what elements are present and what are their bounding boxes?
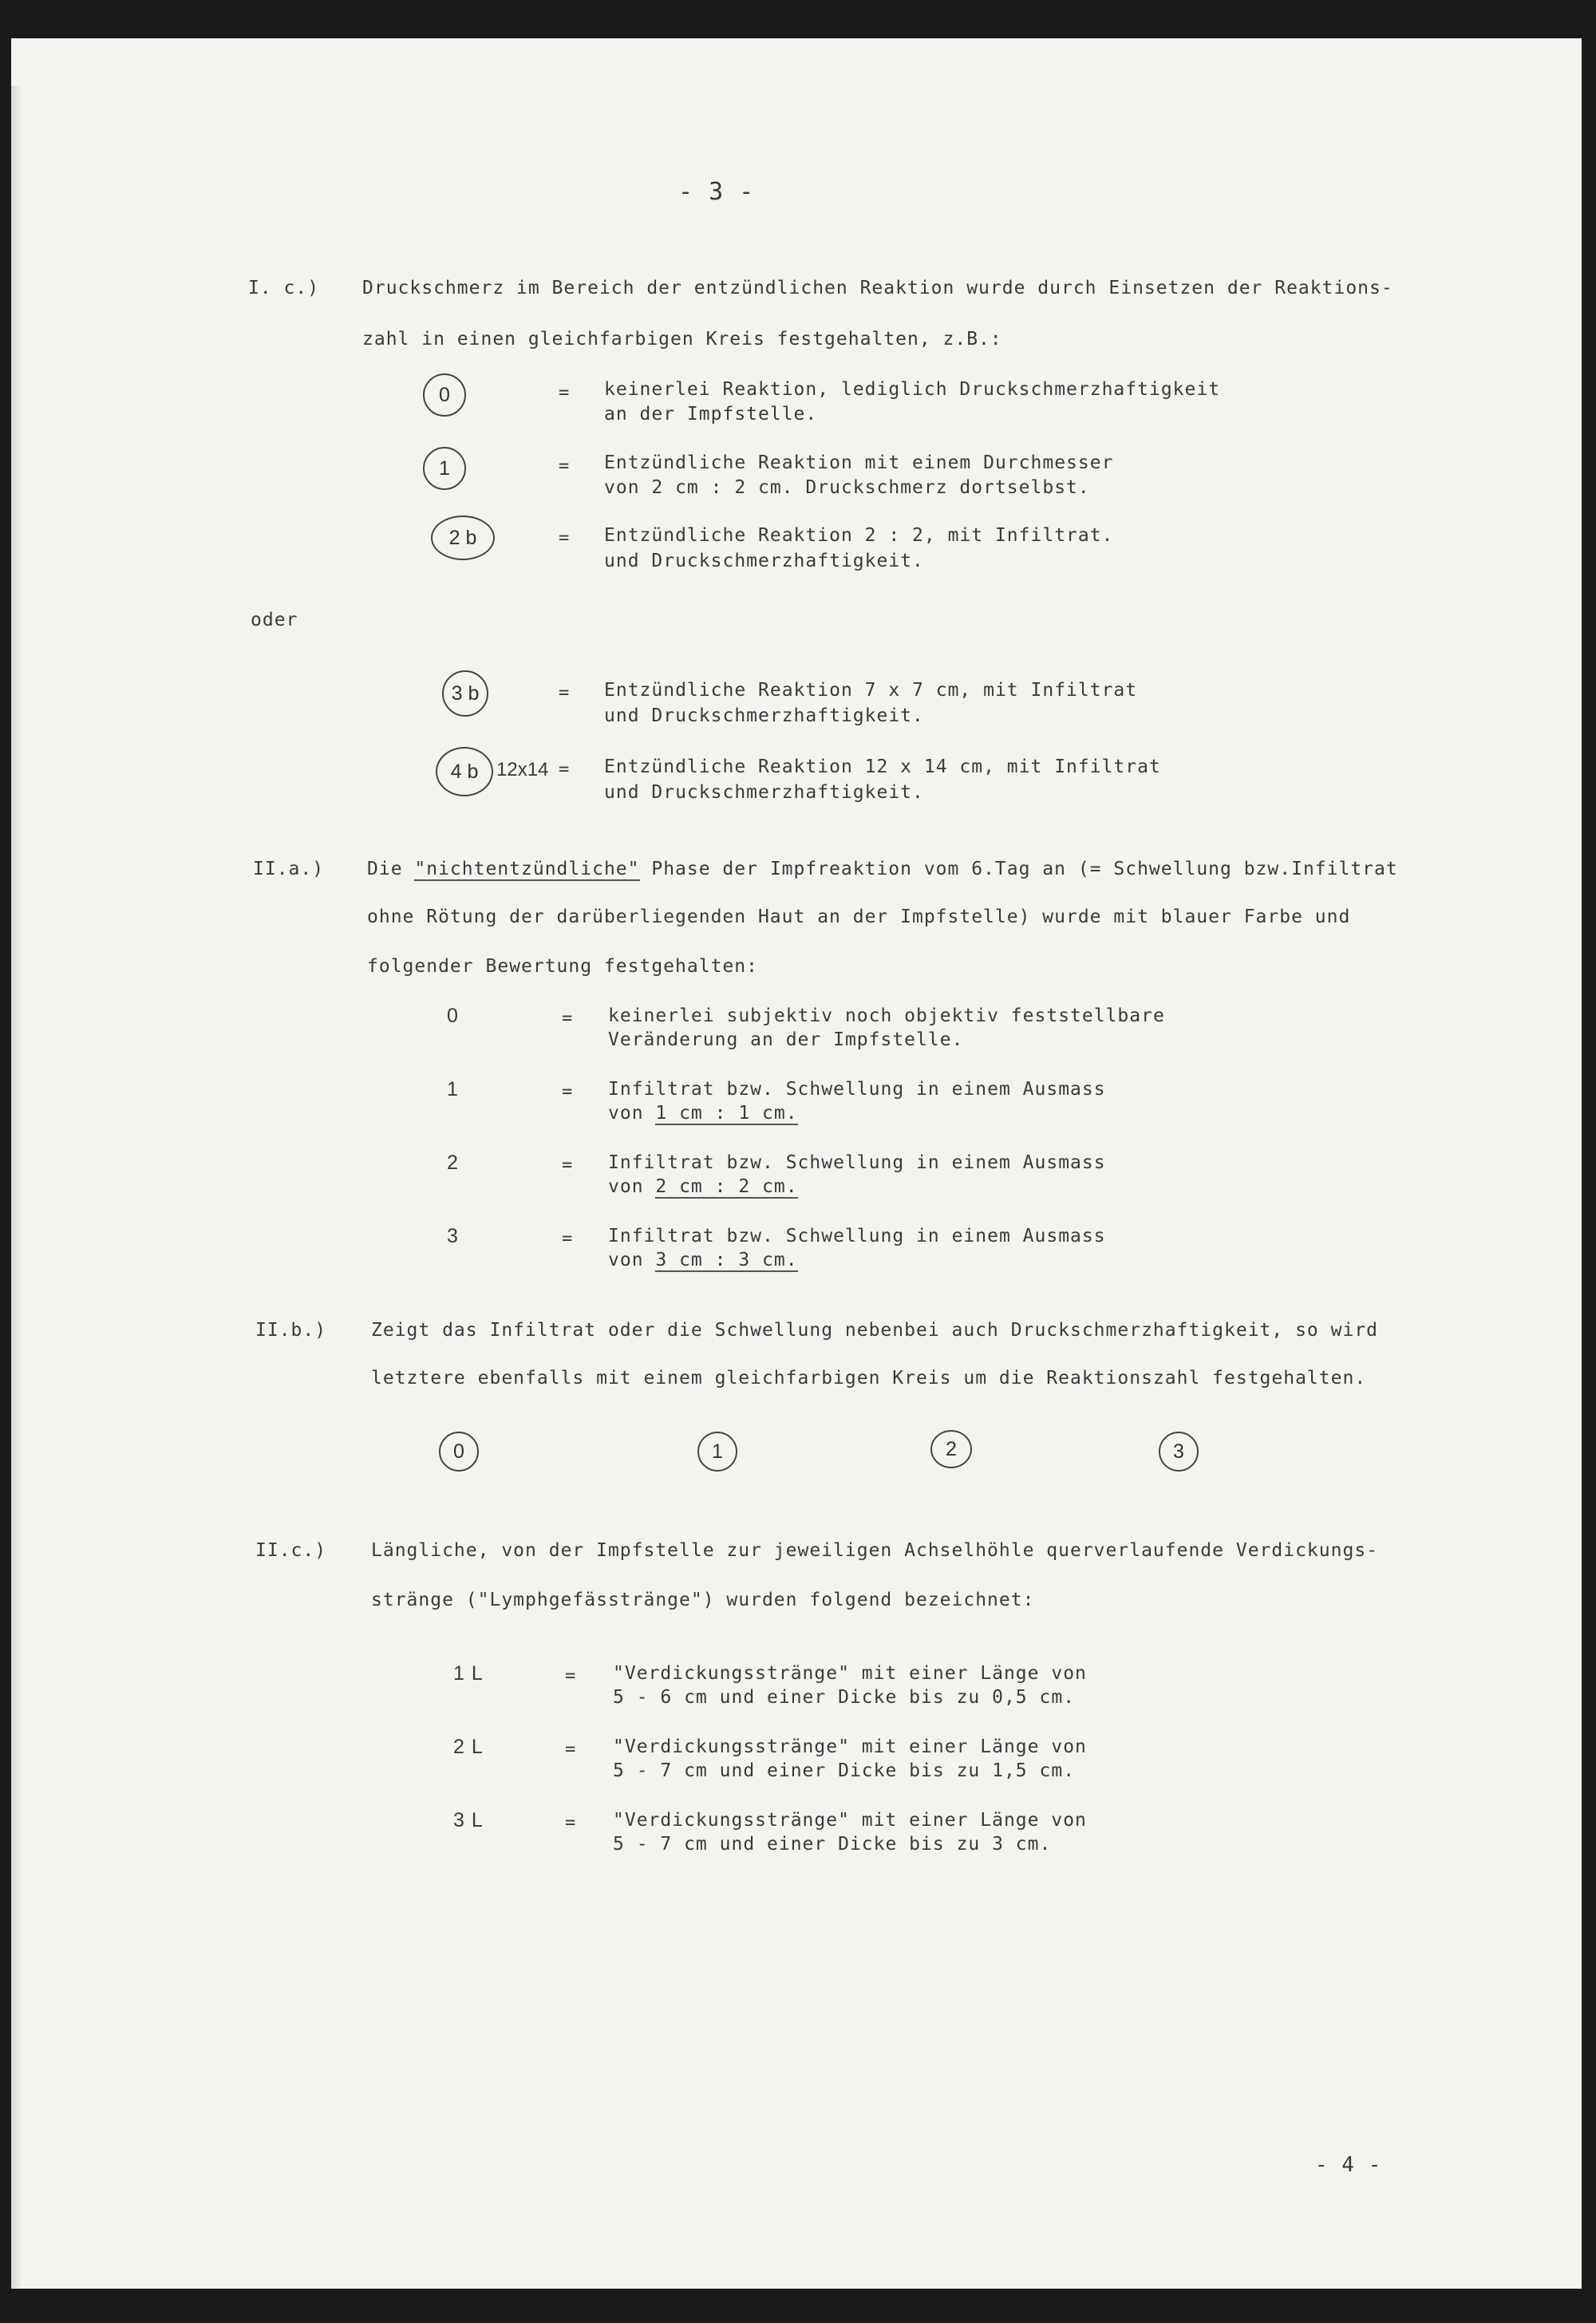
equals-sign: = <box>559 383 570 403</box>
section-label-iib: II.b.) <box>255 1320 327 1341</box>
section-label-iia: II.a.) <box>253 859 325 879</box>
iic-item-3-code: 3 L <box>453 1809 484 1831</box>
equals-sign: = <box>565 1666 576 1686</box>
ic-item-0-line-2: an der Impfstelle. <box>604 404 818 425</box>
iia-item-3-line-1: Infiltrat bzw. Schwellung in einem Ausmass <box>608 1226 1106 1246</box>
circled-number-1: 1 <box>697 1432 737 1472</box>
equals-sign: = <box>565 1813 576 1833</box>
equals-sign: = <box>565 1740 576 1760</box>
equals-sign: = <box>559 456 570 476</box>
section-label-iic: II.c.) <box>255 1540 327 1561</box>
ic-item-2-line-1: Entzündliche Reaktion 2 : 2, mit Infiltrat. <box>604 525 1114 546</box>
size-annotation: 12x14 <box>496 759 549 780</box>
ic-item-4-line-2: und Druckschmerzhaftigkeit. <box>604 782 924 803</box>
equals-sign: = <box>559 760 570 780</box>
iic-item-2-code: 2 L <box>453 1736 484 1758</box>
ic-item-0-line-1: keinerlei Reaktion, lediglich Druckschmerzhaftigkeit <box>604 379 1221 400</box>
iia-item-0-line-2: Veränderung an der Impfstelle. <box>608 1029 964 1050</box>
iic-item-2-line-1: "Verdickungsstränge" mit einer Länge von <box>613 1736 1087 1757</box>
equals-sign: = <box>562 1082 573 1102</box>
iia-line-3: folgender Bewertung festgehalten: <box>367 956 758 977</box>
circled-symbol-4b: 4 b <box>436 747 493 796</box>
section-label-ic: I. c.) <box>248 278 320 298</box>
ic-item-2-line-2: und Druckschmerzhaftigkeit. <box>604 551 924 571</box>
circled-symbol-0: 0 <box>423 373 466 417</box>
ic-line-1: Druckschmerz im Bereich der entzündlichen Reaktion wurde durch Einsetzen der Reaktions- <box>362 278 1393 298</box>
iia-item-2-num: 2 <box>447 1152 459 1174</box>
iic-item-3-line-2: 5 - 7 cm und einer Dicke bis zu 3 cm. <box>613 1834 1052 1855</box>
page-header: - 3 - <box>678 178 755 206</box>
iia-item-1-num: 1 <box>447 1078 459 1100</box>
iia-item-1-line-2: von 1 cm : 1 cm. <box>608 1103 798 1124</box>
circled-number-3: 3 <box>1159 1432 1199 1472</box>
iic-item-1-code: 1 L <box>453 1662 484 1685</box>
ic-item-1-line-1: Entzündliche Reaktion mit einem Durchmesser <box>604 452 1114 473</box>
page-binding-shadow <box>11 86 22 2289</box>
document-page <box>11 38 1582 2289</box>
iib-line-2: letztere ebenfalls mit einem gleichfarbigen Kreis um die Reaktionszahl festgehalten. <box>371 1368 1367 1389</box>
ic-item-3-line-2: und Druckschmerzhaftigkeit. <box>604 705 924 726</box>
circled-symbol-2b: 2 b <box>431 516 495 560</box>
iia-item-2-line-2: von 2 cm : 2 cm. <box>608 1176 798 1197</box>
equals-sign: = <box>562 1156 573 1175</box>
ic-item-4-line-1: Entzündliche Reaktion 12 x 14 cm, mit Infiltrat <box>604 757 1161 777</box>
equals-sign: = <box>562 1009 573 1029</box>
iia-item-3-num: 3 <box>447 1225 459 1247</box>
iic-item-3-line-1: "Verdickungsstränge" mit einer Länge von <box>613 1810 1087 1831</box>
iic-line-1: Längliche, von der Impfstelle zur jeweiligen Achselhöhle querverlaufende Verdickungs- <box>371 1540 1379 1561</box>
iia-item-0-line-1: keinerlei subjektiv noch objektiv feststellbare <box>608 1005 1165 1026</box>
iia-item-0-num: 0 <box>447 1005 459 1027</box>
circled-number-0: 0 <box>439 1432 479 1472</box>
equals-sign: = <box>559 683 570 703</box>
iia-line-1: Die "nichtentzündliche" Phase der Impfreaktion vom 6.Tag an (= Schwellung bzw.Infiltrat <box>367 859 1398 879</box>
iic-item-2-line-2: 5 - 7 cm und einer Dicke bis zu 1,5 cm. <box>613 1760 1076 1781</box>
iia-line-2: ohne Rötung der darüberliegenden Haut an der Impfstelle) wurde mit blauer Farbe und <box>367 907 1351 927</box>
iia-item-3-line-2: von 3 cm : 3 cm. <box>608 1250 798 1270</box>
circled-symbol-1: 1 <box>423 447 466 490</box>
iic-item-1-line-1: "Verdickungsstränge" mit einer Länge von <box>613 1663 1087 1684</box>
iia-item-1-line-1: Infiltrat bzw. Schwellung in einem Ausmass <box>608 1079 1106 1100</box>
iib-line-1: Zeigt das Infiltrat oder die Schwellung nebenbei auch Druckschmerzhaftigkeit, so wird <box>371 1320 1379 1341</box>
ic-line-2: zahl in einen gleichfarbigen Kreis festgehalten, z.B.: <box>362 329 1002 350</box>
iia-item-2-line-1: Infiltrat bzw. Schwellung in einem Ausmass <box>608 1152 1106 1173</box>
oder-label: oder <box>251 610 298 630</box>
circled-number-2: 2 <box>930 1430 972 1468</box>
circled-symbol-3b: 3 b <box>442 670 488 717</box>
equals-sign: = <box>562 1229 573 1249</box>
page-footer: - 4 - <box>1315 2153 1382 2177</box>
iic-item-1-line-2: 5 - 6 cm und einer Dicke bis zu 0,5 cm. <box>613 1687 1076 1708</box>
iic-line-2: stränge ("Lymphgefässtränge") wurden folgend bezeichnet: <box>371 1590 1035 1610</box>
ic-item-3-line-1: Entzündliche Reaktion 7 x 7 cm, mit Infiltrat <box>604 680 1138 701</box>
ic-item-1-line-2: von 2 cm : 2 cm. Druckschmerz dortselbst. <box>604 477 1090 498</box>
equals-sign: = <box>559 528 570 548</box>
